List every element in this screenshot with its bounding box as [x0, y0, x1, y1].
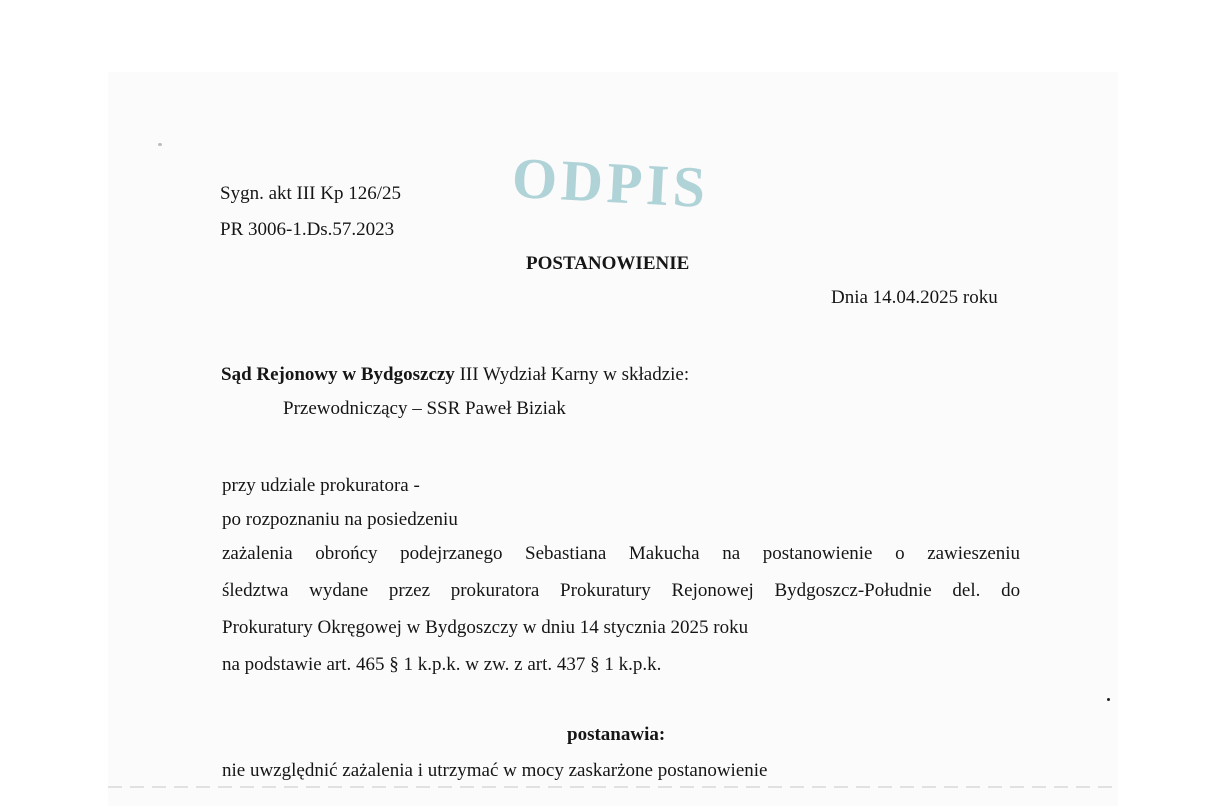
odpis-stamp: ODPIS	[510, 144, 711, 221]
decision-text: nie uwzględnić zażalenia i utrzymać w mocy zaskarżone postanowienie	[222, 760, 768, 781]
court-name: Sąd Rejonowy w Bydgoszczy	[221, 364, 455, 385]
court-line	[221, 364, 689, 386]
word: podejrzanego	[400, 543, 503, 564]
page-edge-divider	[108, 786, 1118, 788]
complaint-line-2	[222, 580, 1020, 602]
word: Bydgoszcz-Południe	[774, 580, 932, 601]
word: przez	[388, 580, 431, 601]
legal-basis: na podstawie art. 465 § 1 k.p.k. w zw. z art. 437 § 1 k.p.k.	[222, 654, 662, 675]
word: Sebastiana	[525, 543, 607, 564]
word: śledztwa	[222, 580, 289, 601]
court-chair: Przewodniczący – SSR Paweł Biziak	[283, 398, 566, 419]
word: na	[722, 543, 741, 564]
prosecutor-line: przy udziale prokuratora -	[222, 475, 420, 496]
word: do	[1001, 580, 1021, 601]
word: wydane	[309, 580, 369, 601]
word: o	[895, 543, 905, 564]
scan-speck	[1107, 698, 1110, 701]
word: obrońcy	[315, 543, 378, 564]
scan-speck	[158, 143, 162, 146]
complaint-line-1	[222, 543, 1020, 565]
document-title: POSTANOWIENIE	[526, 253, 690, 274]
hearing-line: po rozpoznaniu na posiedzeniu	[222, 509, 458, 530]
court-division: III Wydział Karny w składzie:	[454, 364, 690, 385]
word: zawieszeniu	[927, 543, 1021, 564]
word: Rejonowej	[671, 580, 754, 601]
date-line: Dnia 14.04.2025 roku	[831, 287, 998, 308]
word: del.	[952, 580, 981, 601]
word: Prokuratury	[560, 580, 651, 601]
case-signature: Sygn. akt III Kp 126/25	[220, 183, 402, 204]
word: prokuratora	[450, 580, 540, 601]
word: postanowienie	[762, 543, 873, 564]
word: Makucha	[628, 543, 700, 564]
word: zażalenia	[222, 543, 293, 564]
complaint-line-3: Prokuratury Okręgowej w Bydgoszczy w dniu 14 stycznia 2025 roku	[222, 617, 749, 638]
decision-heading: postanawia:	[567, 724, 666, 745]
pr-number: PR 3006-1.Ds.57.2023	[220, 219, 395, 240]
